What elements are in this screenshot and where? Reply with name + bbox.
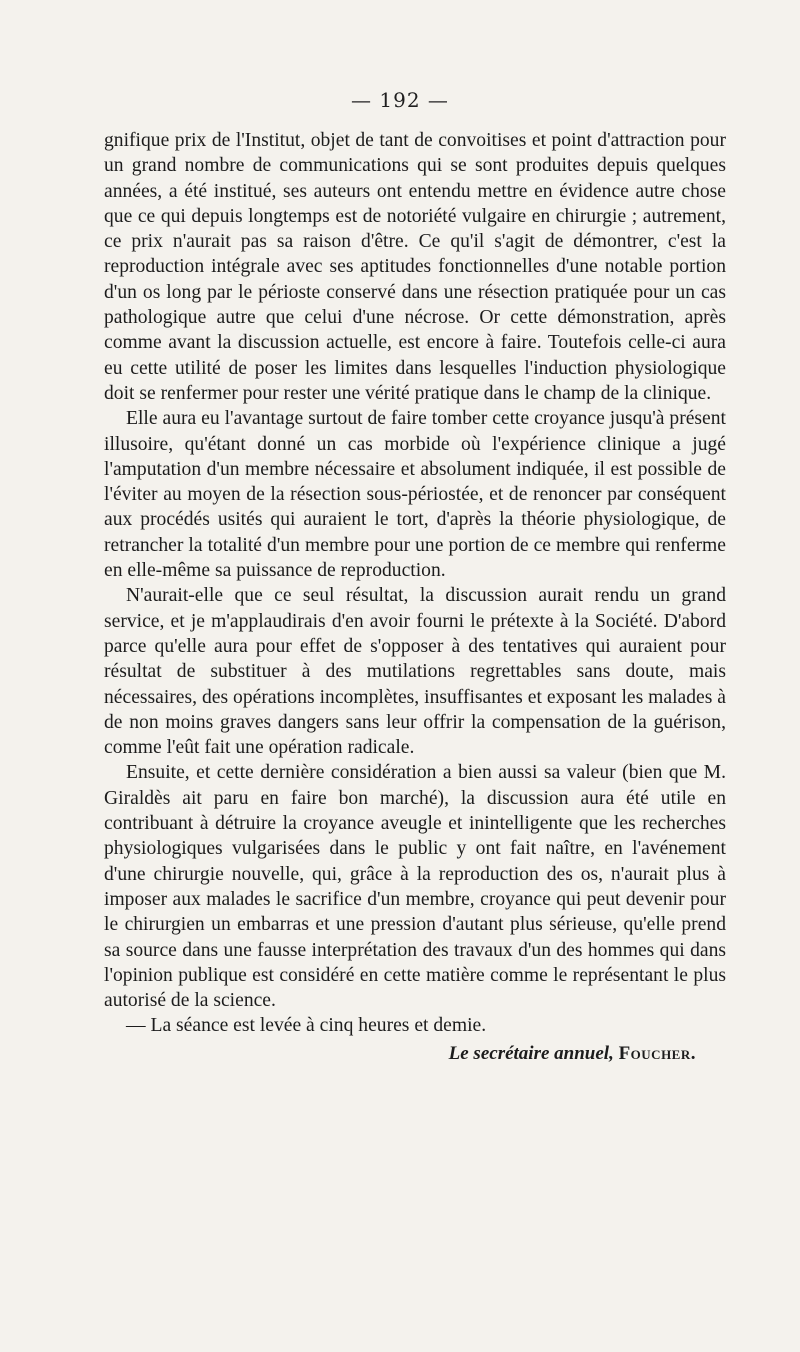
body-text (104, 128, 726, 1066)
signature (104, 1041, 726, 1066)
signature-name: Foucher. (618, 1042, 696, 1064)
signature-title: Le secrétaire annuel, (448, 1042, 614, 1064)
paragraph-3: N'aurait-elle que ce seul résultat, la discussion aurait rendu un grand service, et je m'applaudirais d'en avoir fourni le prétexte à la Société. D'abord parce qu'elle aura pour effet de s'opposer à des tentatives qui auraient pour résultat de substituer à des mutilations regrettables sans doute, mais nécessaires, des opérations incomplètes, insuffisantes et exposant les malades à de non moins graves dangers sans leur offrir la compensation de la guérison, comme l'eût fait une opération radicale. (104, 585, 726, 759)
paragraph-1: gnifique prix de l'Institut, objet de tant de convoitises et point d'attraction pour un grand nombre de communications qui se sont produites depuis quelques années, a été institué, ses auteurs ont entendu mettre en évidence autre chose que ce qui depuis longtemps est de notoriété vulgaire en chirurgie ; autrement, ce prix n'aurait pas sa raison d'être. Ce qu'il s'agit de démontrer, c'est la reproduction intégrale avec ses aptitudes fonctionnelles d'une notable portion d'un os long par le périoste conservé dans une résection pratiquée pour un cas pathologique autre que celui d'une nécrose. Or cette démonstration, après comme avant la discussion actuelle, est encore à faire. Toutefois celle-ci aura eu cette utilité de poser les limites dans lesquelles l'induction physiologique doit se renfermer pour rester une vérité pratique dans le champ de la clinique. (104, 130, 726, 404)
page-number: — 192 — (351, 88, 449, 112)
closing-line: — La séance est levée à cinq heures et demie. (126, 1015, 487, 1037)
paragraph-4: Ensuite, et cette dernière considération a bien aussi sa valeur (bien que M. Giraldès ait paru en faire bon marché), la discussion aura été utile en contribuant à détruire la croyance aveugle et inintelligente que les recherches physiologiques vulgarisées dans le public y ont fait naître, en l'avénement d'une chirurgie nouvelle, qui, grâce à la reproduction des os, n'aurait plus à imposer aux malades le sacrifice d'un membre, croyance qui peut devenir pour le chirurgien un embarras et une pression d'autant plus sérieuse, qu'elle prend sa source dans une fausse interprétation des travaux d'un des hommes qui dans l'opinion publique est considéré en cette matière comme le représentant le plus autorisé de la science. (104, 762, 726, 1012)
paragraph-2: Elle aura eu l'avantage surtout de faire tomber cette croyance jusqu'à présent illusoire, qu'étant donné un cas morbide où l'expérience clinique a jugé l'amputation d'un membre nécessaire et absolument indiquée, il est possible de l'éviter au moyen de la résection sous-périostée, et de renoncer par conséquent aux procédés usités qui auraient le tort, d'après la théorie physiologique, de retrancher la totalité d'un membre pour une portion de ce membre qui renferme en elle-même sa puissance de reproduction. (104, 408, 726, 582)
